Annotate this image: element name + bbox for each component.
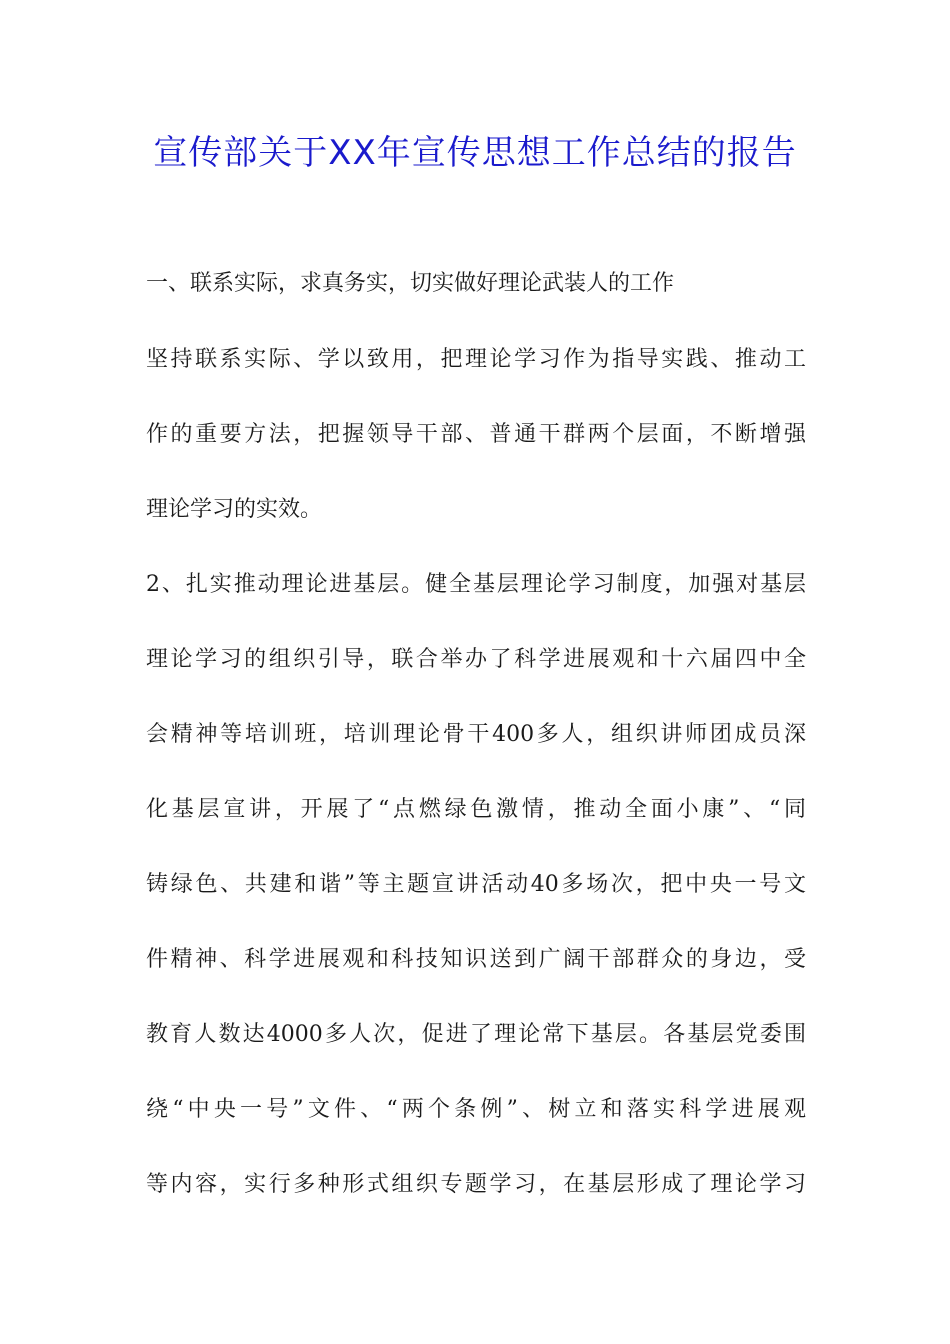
document-title: 宣传部关于XX年宣传思想工作总结的报告 [153, 133, 797, 173]
body-line: 等内容，实行多种形式组织专题学习，在基层形成了理论学习 [146, 1172, 806, 1197]
section-heading: 一、联系实际，求真务实，切实做好理论武装人的工作 [146, 271, 675, 296]
body-line: 铸绿色、共建和谐”等主题宣讲活动40多场次，把中央一号文 [146, 872, 806, 897]
body-line: 教育人数达4000多人次，促进了理论常下基层。各基层党委围 [146, 1022, 806, 1047]
body-line: 理论学习的实效。 [146, 497, 323, 522]
body-line: 理论学习的组织引导，联合举办了科学进展观和十六届四中全 [146, 647, 806, 672]
body-line: 2、扎实推动理论进基层。健全基层理论学习制度，加强对基层 [146, 572, 806, 597]
body-line: 化基层宣讲，开展了“点燃绿色激情，推动全面小康”、“同 [146, 797, 806, 822]
body-line: 作的重要方法，把握领导干部、普通干群两个层面，不断增强 [146, 422, 806, 447]
body-line: 绕“中央一号”文件、“两个条例”、树立和落实科学进展观 [146, 1097, 806, 1122]
body-line: 坚持联系实际、学以致用，把理论学习作为指导实践、推动工 [146, 347, 806, 372]
body-line: 件精神、科学进展观和科技知识送到广阔干部群众的身边，受 [146, 947, 806, 972]
body-line: 会精神等培训班，培训理论骨干400多人，组织讲师团成员深 [146, 722, 806, 747]
